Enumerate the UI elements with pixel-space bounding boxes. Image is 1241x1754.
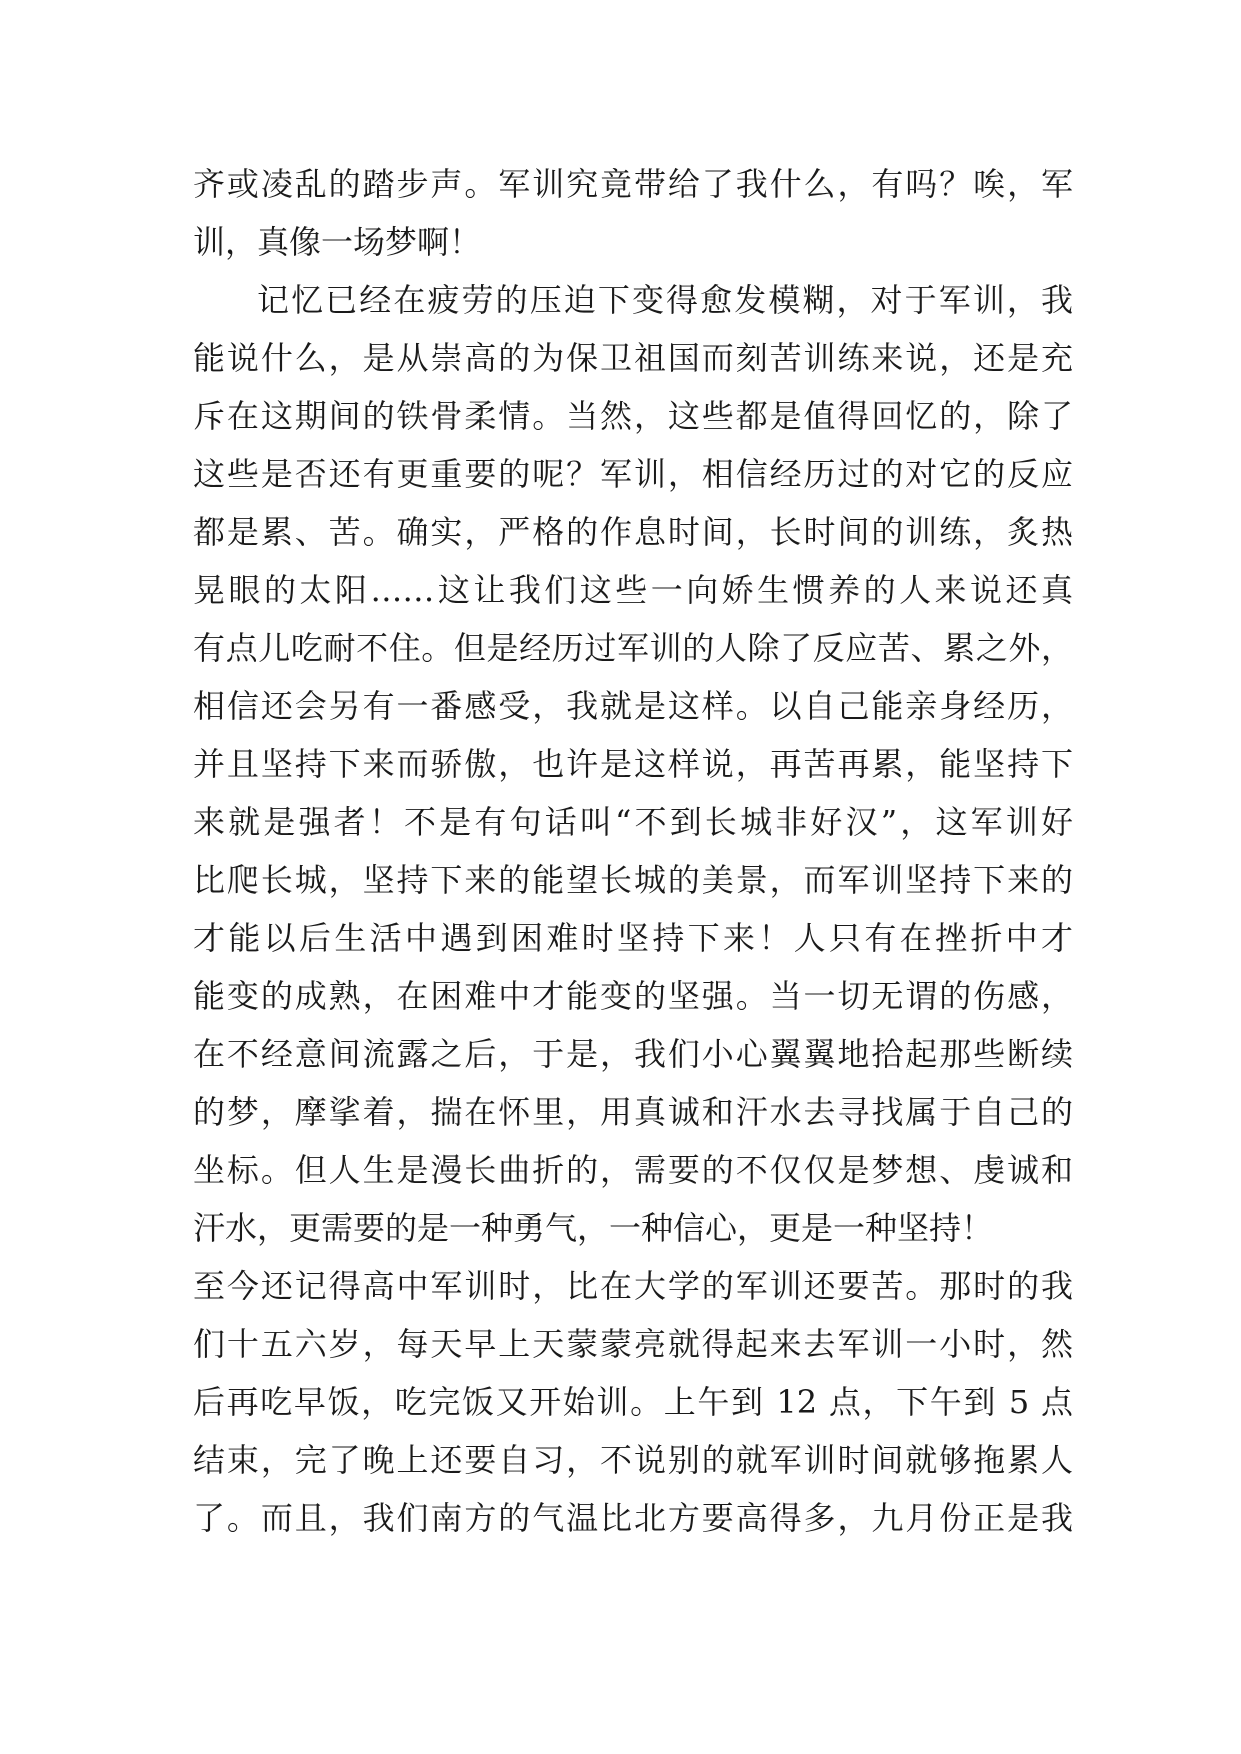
text-line: 在不经意间流露之后，于是，我们小心翼翼地拾起那些断续: [193, 1035, 1073, 1073]
text-line: 记忆已经在疲劳的压迫下变得愈发模糊，对于军训，我: [257, 281, 1073, 319]
text-line: 们十五六岁，每天早上天蒙蒙亮就得起来去军训一小时，然: [193, 1325, 1073, 1363]
text-line: 比爬长城，坚持下来的能望长城的美景，而军训坚持下来的: [193, 861, 1073, 899]
text-line: 这些是否还有更重要的呢？军训，相信经历过的对它的反应: [193, 455, 1073, 493]
text-line: 后再吃早饭，吃完饭又开始训。上午到 12 点，下午到 5 点: [193, 1383, 1073, 1421]
text-line: 有点儿吃耐不住。但是经历过军训的人除了反应苦、累之外，: [193, 629, 1073, 667]
text-line: 才能以后生活中遇到困难时坚持下来！人只有在挫折中才: [193, 919, 1073, 957]
text-line: 能说什么，是从崇高的为保卫祖国而刻苦训练来说，还是充: [193, 339, 1073, 377]
text-line: 的梦，摩挲着，揣在怀里，用真诚和汗水去寻找属于自己的: [193, 1093, 1073, 1131]
text-line: 晃眼的太阳……这让我们这些一向娇生惯养的人来说还真: [193, 571, 1073, 609]
text-line: 坐标。但人生是漫长曲折的，需要的不仅仅是梦想、虔诚和: [193, 1151, 1073, 1189]
text-line: 结束，完了晚上还要自习，不说别的就军训时间就够拖累人: [193, 1441, 1073, 1479]
text-line: 来就是强者！不是有句话叫“不到长城非好汉”，这军训好: [193, 803, 1073, 841]
text-line: 齐或凌乱的踏步声。军训究竟带给了我什么，有吗？唉，军: [193, 165, 1073, 203]
text-line: 斥在这期间的铁骨柔情。当然，这些都是值得回忆的，除了: [193, 397, 1073, 435]
body-text: [193, 155, 1073, 1547]
text-line: 了。而且，我们南方的气温比北方要高得多，九月份正是我: [193, 1499, 1073, 1537]
text-line: 相信还会另有一番感受，我就是这样。以自己能亲身经历，: [193, 687, 1073, 725]
text-line: 至今还记得高中军训时，比在大学的军训还要苦。那时的我: [193, 1267, 1073, 1305]
text-line: 训，真像一场梦啊！: [193, 223, 482, 261]
text-line: 都是累、苦。确实，严格的作息时间，长时间的训练，炙热: [193, 513, 1073, 551]
text-line: 并且坚持下来而骄傲，也许是这样说，再苦再累，能坚持下: [193, 745, 1073, 783]
text-line: 汗水，更需要的是一种勇气，一种信心，更是一种坚持！: [193, 1209, 994, 1247]
text-line: 能变的成熟，在困难中才能变的坚强。当一切无谓的伤感，: [193, 977, 1073, 1015]
